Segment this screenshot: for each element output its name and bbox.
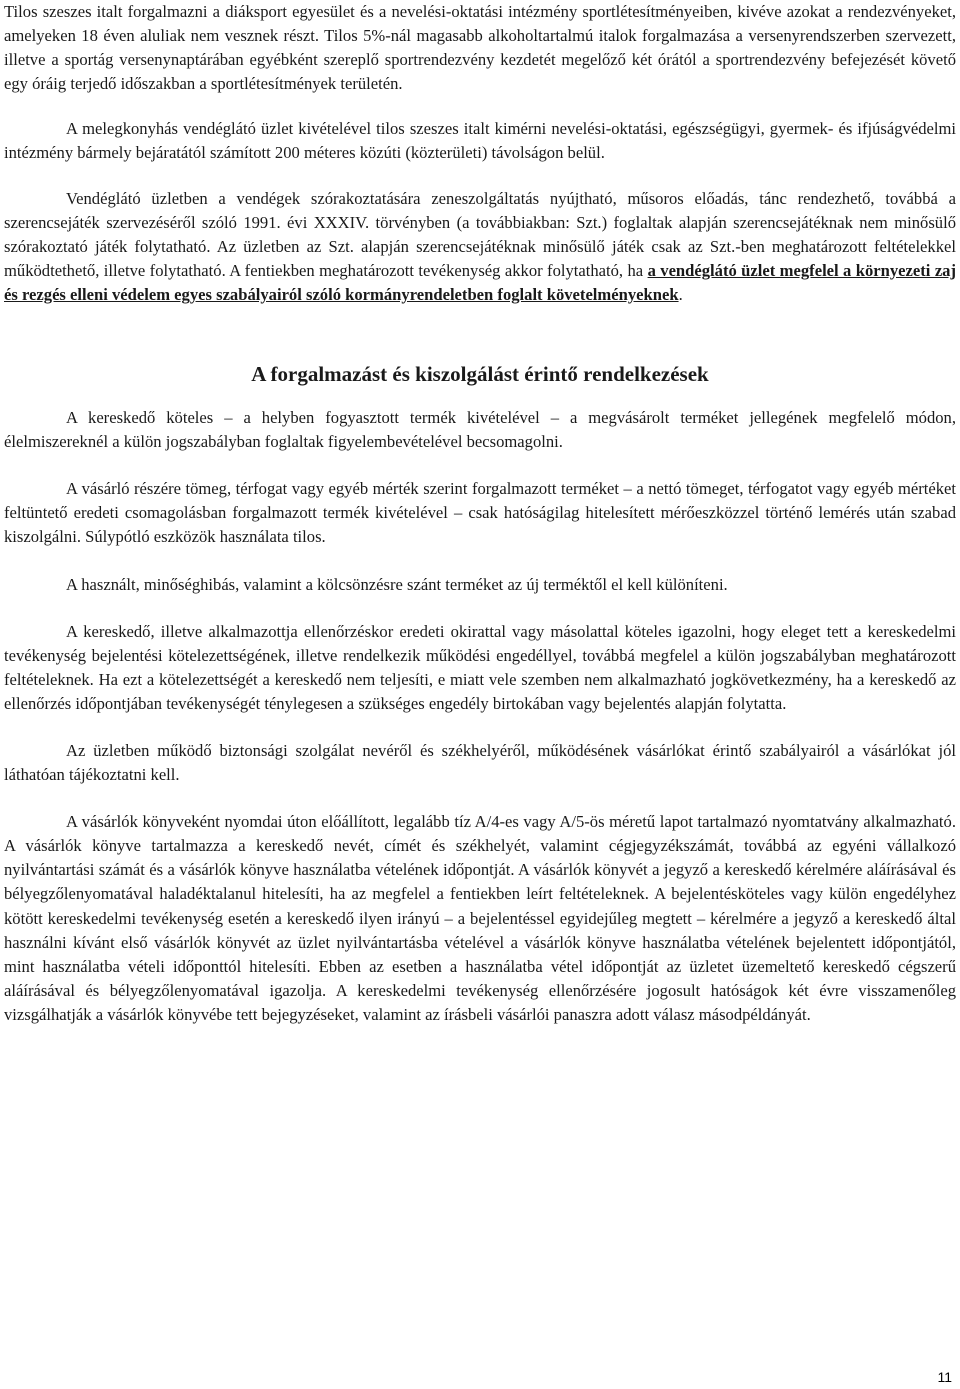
paragraph-security-service: Az üzletben működő biztonsági szolgálat nevéről és székhelyéről, működésének vásárlókat érintő szabályairól a vásárlókat jól láthatóan tájékoztatni kell. (4, 740, 956, 785)
noise-regulation-link-text: a vendéglátó üzlet megfelel a környezeti zaj és rezgés elleni védelem egyes szabályairól szóló kormányrendeletben foglalt követelményeknek (4, 260, 957, 304)
paragraph-used-goods: A használt, minőséghibás, valamint a kölcsönzésre szánt terméket az új terméktől el kell különíteni. (66, 574, 728, 594)
paragraph-entertainment (4, 187, 956, 307)
page-number: 11 (937, 1369, 952, 1385)
paragraph-alcohol-distance: A melegkonyhás vendéglátó üzlet kivételével tilos szeszes italt kimérni nevelési-oktatási, egészségügyi, gyermek- és ifjúságvédelmi intézmény bármely bejáratától számított 200 méteres közúti (közterületi) távolságon belül. (4, 119, 956, 163)
paragraph-inspection: A kereskedő, illetve alkalmazottja ellenőrzéskor eredeti okirattal vagy másolattal köteles igazolni, hogy eleget tett a kereskedelmi tevékenység bejelentési kötelezettségének, illetve rendelkezik működési engedéllyel, továbbá megfelel a külön jogszabályban meghatározott feltételeknek. Ha ezt a kötelezettségét a kereskedő nem teljesíti, e miatt vele szemben nem alkalmazható jogkövetkezmény, ha a kereskedő az ellenőrzés időpontjában tevékenységét ténylegesen a szükséges engedély birtokában vagy bejelentés alapján folytatta. (4, 621, 956, 713)
entertainment-end: . (678, 284, 683, 304)
section-heading: A forgalmazást és kiszolgálást érintő rendelkezések (251, 362, 709, 387)
document-page (4, 0, 956, 1027)
entertainment-text: Vendéglátó üzletben a vendégek szórakoztatására zeneszolgáltatás nyújtható, műsoros előadás, tánc rendezhető, továbbá a szerencsejáték szervezéséről szóló 1991. évi XXXIV. törvényben (a továbbiakban: Szt.) foglaltak alapján szerencsejátéknak nem minősülő szórakoztató játék folytatható. Az üzletben az Szt. alapján szerencsejátéknak minősülő játék csak az Szt.-ben meghatározott feltételekkel működtethető, illetve folytatható. A fentiekben meghatározott tevékenység akkor folytatható, ha (4, 188, 956, 280)
paragraph-measuring: A vásárló részére tömeg, térfogat vagy egyéb mérték szerint forgalmazott terméket – a nettó tömeget, térfogatot vagy egyéb mértéket feltüntető eredeti csomagolásban forgalmazott termék kivételével – csak hatóságilag hitelesített mérőeszközzel történő lemérés után szabad kiszolgálni. Súlypótló eszközök használata tilos. (4, 479, 956, 547)
paragraph-packaging: A kereskedő köteles – a helyben fogyasztott termék kivételével – a megvásárolt terméket jellegének megfelelő módon, élelmiszereknél a külön jogszabályban foglaltak figyelembevételével becsomagolni. (4, 408, 956, 452)
paragraph-complaint-book: A vásárlók könyveként nyomdai úton előállított, legalább tíz A/4-es vagy A/5-ös méretű lapot tartalmazó nyomtatvány alkalmazható. A vásárlók könyve tartalmazza a kereskedő nevét, címét és székhelyét, valamint cégjegyzékszámát, továbbá az egyéni vállalkozó nyilvántartási számát és a vásárlók könyve használatba vételének időpontját. A vásárlók könyvét a jegyző a kereskedő kérelmére aláírásával és bélyegzőlenyomatával haladéktalanul hitelesíti, ha az megfelel a fentiekben leírt feltételeknek. A bejelentésköteles vagy külön engedélyhez kötött kereskedelmi tevékenység esetén a kereskedő ilyen irányú – a bejelentéssel egyidejűleg megtett – kérelmére a jegyző a kereskedő által használni kívánt első vásárlók könyvét az üzlet nyilvántartásba vételével a vásárlók könyve használatba vételének bejelentett időpontjától, mint használatba vételi időponttól hitelesíti. Ebben az esetben a használatba vétel időpontját az üzletet üzemeltető kereskedő cégszerű aláírásával és bélyegzőlenyomatával igazolja. A kereskedelmi tevékenység ellenőrzésére jogosult hatóságok két évre visszamenőleg vizsgálhatják a vásárlók könyvébe tett bejegyzéseket, valamint az írásbeli vásárlói panaszra adott válasz másodpéldányát. (4, 812, 956, 1024)
paragraph-alcohol-sport: Tilos szeszes italt forgalmazni a diáksport egyesület és a nevelési-oktatási intézmény sportlétesítményeiben, kivéve azokat a rendezvényeket, amelyeken 18 éven aluliak nem vesznek részt. Tilos 5%-nál magasabb alkoholtartalmú italok forgalmazása a versenyrendszerben szervezett, illetve a sportág versenynaptárában egyébként szereplő sportrendezvény kezdetét megelőző két órától a sportrendezvény befejezését követő egy óráig terjedő időszakban a sportlétesítmények területén. (4, 2, 956, 94)
